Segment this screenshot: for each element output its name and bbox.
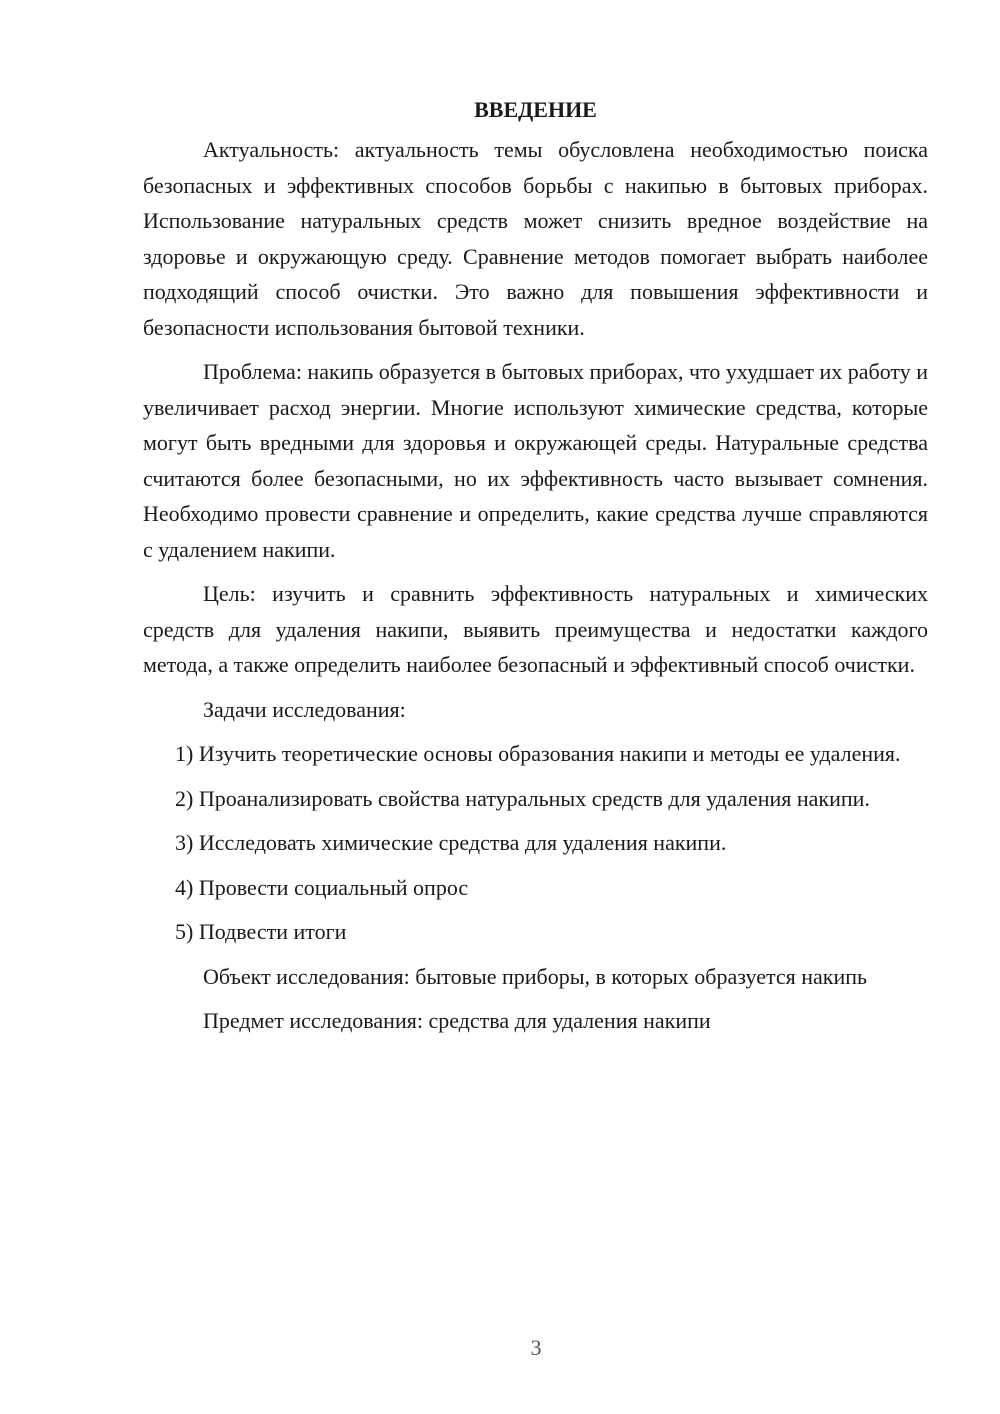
task-item: 5) Подвести итоги	[175, 919, 347, 944]
problem-paragraph: Проблема: накипь образуется в бытовых приборах, что ухудшает их работу и увеличивает расход энергии. Многие используют химические средства, которые могут быть вредными для здоровья и окружающей среды. Натуральные средства считаются более безопасными, но их эффективность часто вызывает сомнения. Необходимо провести сравнение и определить, какие средства лучше справляются с удалением накипи.	[143, 359, 929, 562]
page-number: 3	[530, 1335, 542, 1360]
task-item: 3) Исследовать химические средства для удаления накипи.	[175, 830, 727, 855]
relevance-paragraph: Актуальность: актуальность темы обусловлена необходимостью поиска безопасных и эффективных способов борьбы с накипью в бытовых приборах. Использование натуральных средств может снизить вредное воздействие на здоровье и окружающую среду. Сравнение методов помогает выбрать наиболее подходящий способ очистки. Это важно для повышения эффективности и безопасности использования бытовой техники.	[143, 137, 928, 340]
object-paragraph: Объект исследования: бытовые приборы, в которых образуется накипь	[203, 963, 868, 989]
task-item: 2) Проанализировать свойства натуральных средств для удаления накипи.	[175, 785, 870, 811]
task-item: 1) Изучить теоретические основы образования накипи и методы ее удаления.	[175, 741, 901, 766]
tasks-heading: Задачи исследования:	[203, 696, 406, 722]
page-title: ВВЕДЕНИЕ	[474, 97, 597, 122]
document-content	[143, 92, 928, 1048]
goal-paragraph: Цель: изучить и сравнить эффективность натуральных и химических средств для удаления накипи, выявить преимущества и недостатки каждого метода, а также определить наиболее безопасный и эффективный способ очистки.	[143, 581, 928, 677]
task-item: 4) Провести социальный опрос	[175, 874, 469, 900]
subject-paragraph: Предмет исследования: средства для удаления накипи	[203, 1008, 711, 1033]
